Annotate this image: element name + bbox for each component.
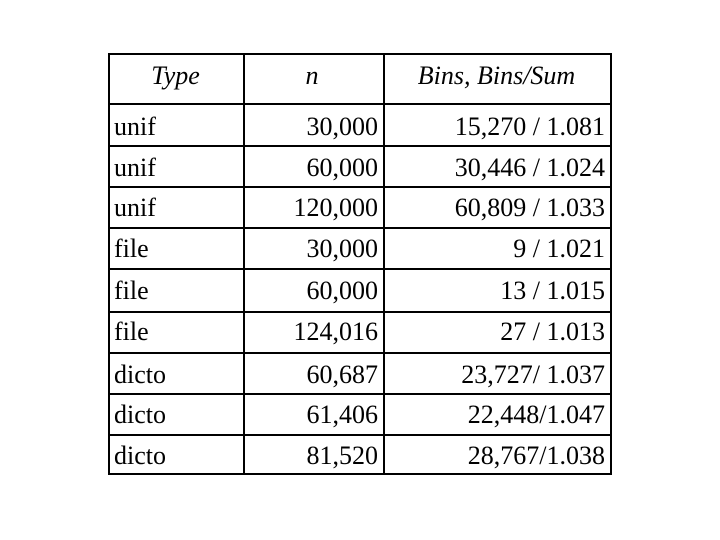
table-cell-type: unif — [114, 153, 156, 182]
table-cell-n: 60,000 — [306, 276, 378, 305]
table-cell-type: dicto — [114, 360, 166, 389]
table-cell-type: unif — [114, 112, 156, 141]
table-cell-bins: 22,448/1.047 — [467, 400, 605, 429]
row-divider — [110, 393, 610, 395]
table-cell-n: 30,000 — [306, 112, 378, 141]
table-cell-n: 120,000 — [293, 193, 378, 222]
table-cell-bins: 23,727/ 1.037 — [461, 360, 605, 389]
row-divider — [110, 352, 610, 354]
row-divider — [110, 186, 610, 188]
header-bins: Bins, Bins/Sum — [417, 61, 576, 90]
table-cell-bins: 28,767/1.038 — [467, 441, 605, 470]
row-divider — [110, 227, 610, 229]
table-cell-n: 60,000 — [306, 153, 378, 182]
table-cell-bins: 30,446 / 1.024 — [454, 153, 605, 182]
table-cell-bins: 27 / 1.013 — [500, 317, 605, 346]
table-cell-type: file — [114, 276, 149, 305]
table-cell-type: unif — [114, 193, 156, 222]
table-cell-type: file — [114, 317, 149, 346]
table-cell-bins: 9 / 1.021 — [513, 234, 605, 263]
table-cell-type: dicto — [114, 441, 166, 470]
header-type: Type — [151, 61, 200, 90]
row-divider — [110, 311, 610, 313]
row-divider — [110, 268, 610, 270]
table-cell-bins: 15,270 / 1.081 — [454, 112, 605, 141]
row-divider — [110, 103, 610, 105]
row-divider — [110, 434, 610, 436]
table-cell-bins: 13 / 1.015 — [500, 276, 605, 305]
table-cell-n: 60,687 — [306, 360, 378, 389]
table-cell-type: file — [114, 234, 149, 263]
table-cell-n: 124,016 — [293, 317, 378, 346]
table-cell-n: 61,406 — [306, 400, 378, 429]
row-divider — [110, 145, 610, 147]
header-n: n — [305, 61, 319, 90]
table-cell-type: dicto — [114, 400, 166, 429]
table-cell-bins: 60,809 / 1.033 — [454, 193, 605, 222]
table-cell-n: 81,520 — [306, 441, 378, 470]
table-cell-n: 30,000 — [306, 234, 378, 263]
